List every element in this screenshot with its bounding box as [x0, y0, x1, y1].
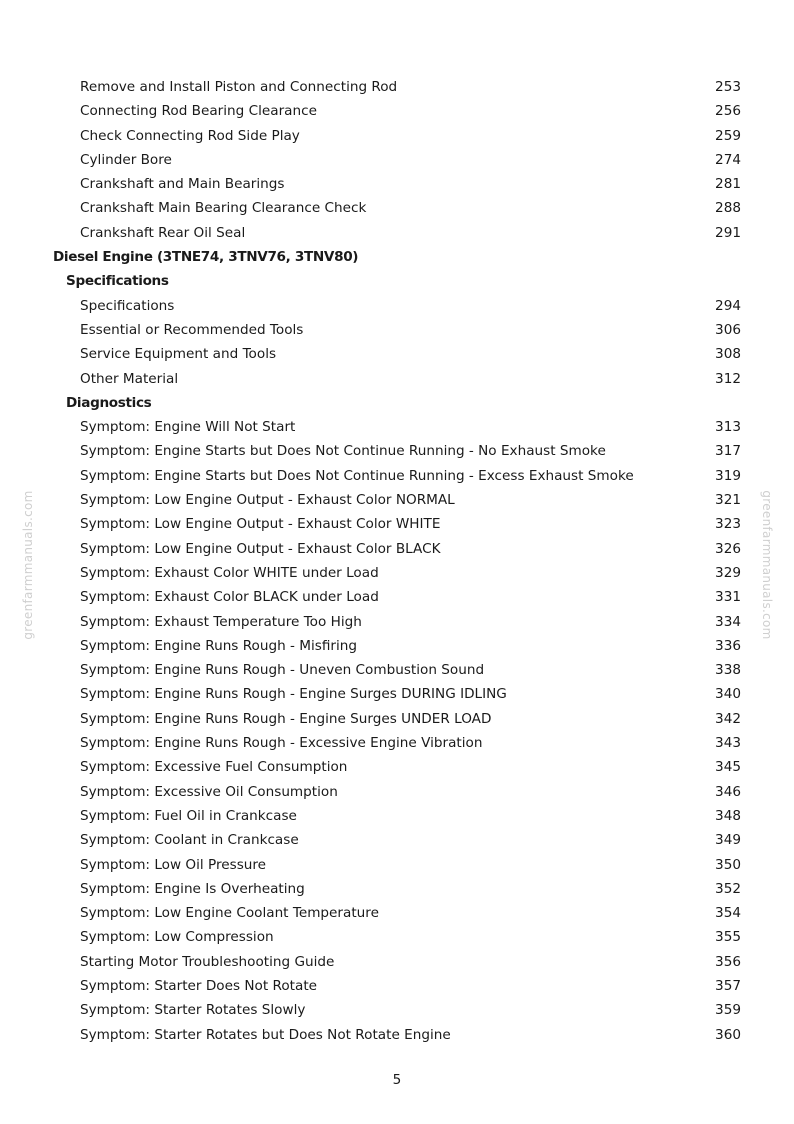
toc-entry-title: Symptom: Low Compression — [80, 929, 274, 946]
toc-entry-page: 345 — [715, 759, 741, 776]
toc-entry-page: 352 — [715, 880, 741, 897]
toc-entry-page: 334 — [715, 613, 741, 630]
toc-entry-page: 348 — [715, 807, 741, 824]
toc-entry[interactable] — [0, 488, 794, 512]
toc-entry-title: Symptom: Engine Runs Rough - Misfiring — [80, 637, 358, 654]
toc-entry-title: Symptom: Starter Rotates but Does Not Rotate Engine — [80, 1026, 451, 1043]
toc-entry-page: 338 — [715, 662, 741, 679]
toc-entry-page: 317 — [715, 443, 741, 460]
toc-entry-title: Symptom: Engine Runs Rough - Uneven Combustion Sound — [80, 662, 485, 679]
toc-entry-title: Starting Motor Troubleshooting Guide — [80, 953, 335, 970]
toc-entry-page: 360 — [715, 1026, 741, 1043]
toc-entry[interactable] — [0, 99, 794, 123]
toc-entry[interactable] — [0, 512, 794, 536]
toc-entry[interactable] — [0, 804, 794, 828]
watermark-left: greenfarmmanuals.com — [21, 490, 35, 640]
toc-entry[interactable] — [0, 196, 794, 220]
toc-entry-page: 346 — [715, 783, 741, 800]
toc-entry[interactable] — [0, 294, 794, 318]
toc-entry[interactable] — [0, 367, 794, 391]
toc-entry-page: 306 — [715, 321, 741, 338]
toc-entry[interactable] — [0, 998, 794, 1022]
toc-entry[interactable] — [0, 561, 794, 585]
toc-entry-page: 288 — [715, 200, 741, 217]
toc-entry[interactable] — [0, 172, 794, 196]
toc-entry[interactable] — [0, 221, 794, 245]
toc-entry-title: Crankshaft and Main Bearings — [80, 176, 285, 193]
toc-entry-page: 340 — [715, 686, 741, 703]
toc-entry[interactable] — [0, 682, 794, 706]
toc-entry-title: Symptom: Low Oil Pressure — [80, 856, 267, 873]
toc-entry-title: Symptom: Engine Runs Rough - Engine Surges DURING IDLING — [80, 686, 507, 703]
toc-entry-title: Symptom: Low Engine Output - Exhaust Color WHITE — [80, 516, 441, 533]
toc-entry-title: Crankshaft Rear Oil Seal — [80, 224, 246, 241]
toc-entry-page: 350 — [715, 856, 741, 873]
toc-entry[interactable] — [0, 610, 794, 634]
toc-entry[interactable] — [0, 464, 794, 488]
toc-entry-page: 256 — [715, 103, 741, 120]
toc-entry-title: Specifications — [66, 273, 169, 290]
toc-entry-title: Connecting Rod Bearing Clearance — [80, 103, 317, 120]
toc-entry-title: Crankshaft Main Bearing Clearance Check — [80, 200, 367, 217]
toc-entry-title: Symptom: Exhaust Color BLACK under Load — [80, 589, 379, 606]
toc-entry[interactable] — [0, 1023, 794, 1047]
toc-entry-title: Symptom: Fuel Oil in Crankcase — [80, 807, 297, 824]
toc-entry-title: Symptom: Exhaust Temperature Too High — [80, 613, 362, 630]
page-number: 5 — [392, 1072, 402, 1088]
toc-entry[interactable] — [0, 585, 794, 609]
toc-entry-page: 274 — [715, 151, 741, 168]
toc-entry-page: 342 — [715, 710, 741, 727]
toc-entry-page: 336 — [715, 637, 741, 654]
toc-entry-page: 308 — [715, 346, 741, 363]
toc-entry-page: 326 — [715, 540, 741, 557]
toc-entry[interactable] — [0, 124, 794, 148]
toc-entry-title: Symptom: Starter Rotates Slowly — [80, 1002, 306, 1019]
toc-entry[interactable] — [0, 658, 794, 682]
toc-entry-page: 312 — [715, 370, 741, 387]
toc-entry[interactable] — [0, 148, 794, 172]
toc-entry-page: 253 — [715, 79, 741, 95]
toc-entry-page: 281 — [715, 176, 741, 193]
toc-entry-page: 349 — [715, 832, 741, 849]
toc-entry-page: 319 — [715, 467, 741, 484]
toc-entry-title: Specifications — [80, 297, 175, 314]
toc-entry-title: Symptom: Low Engine Output - Exhaust Color BLACK — [80, 540, 441, 557]
toc-entry-page: 356 — [715, 953, 741, 970]
toc-entry-title: Service Equipment and Tools — [80, 346, 277, 363]
toc-entry[interactable] — [0, 925, 794, 949]
toc-entry-title: Diesel Engine (3TNE74, 3TNV76, 3TNV80) — [53, 249, 359, 266]
toc-entry-page: 259 — [715, 127, 741, 144]
toc-entry-page: 321 — [715, 492, 741, 509]
toc-entry-title: Other Material — [80, 370, 179, 387]
toc-entry-title: Symptom: Coolant in Crankcase — [80, 832, 299, 849]
toc-entry-title: Symptom: Exhaust Color WHITE under Load — [80, 564, 379, 581]
toc-entry[interactable] — [0, 877, 794, 901]
toc-entry-page: 357 — [715, 977, 741, 994]
toc-entry[interactable] — [0, 439, 794, 463]
toc-entry[interactable] — [0, 828, 794, 852]
toc-entry-title: Symptom: Starter Does Not Rotate — [80, 977, 318, 994]
toc-entry[interactable] — [0, 901, 794, 925]
toc-entry[interactable] — [0, 707, 794, 731]
toc-entry[interactable] — [0, 75, 794, 99]
toc-entry[interactable] — [0, 974, 794, 998]
watermark-right: greenfarmmanuals.com — [760, 490, 774, 640]
toc-entry-title: Symptom: Engine Runs Rough - Engine Surges UNDER LOAD — [80, 710, 492, 727]
toc-entry-page: 323 — [715, 516, 741, 533]
toc-entry-title: Symptom: Engine Starts but Does Not Continue Running - Excess Exhaust Smoke — [80, 467, 634, 484]
toc-entry-title: Symptom: Excessive Oil Consumption — [80, 783, 338, 800]
toc-entry-title: Diagnostics — [66, 394, 152, 411]
toc-entry[interactable] — [0, 780, 794, 804]
toc-entry-title: Symptom: Engine Will Not Start — [80, 419, 296, 436]
toc-entry-title: Cylinder Bore — [80, 151, 172, 168]
toc-entry-page: 355 — [715, 929, 741, 946]
toc-entry[interactable] — [0, 755, 794, 779]
toc-entry-title: Check Connecting Rod Side Play — [80, 127, 300, 144]
toc-entry-title: Symptom: Engine Runs Rough - Excessive Engine Vibration — [80, 735, 483, 752]
toc-entry-page: 343 — [715, 735, 741, 752]
toc-entry[interactable] — [0, 415, 794, 439]
toc-entry-page: 294 — [715, 297, 741, 314]
toc-entry-title: Symptom: Engine Is Overheating — [80, 880, 305, 897]
toc-section-heading[interactable] — [0, 245, 794, 269]
toc-section-heading[interactable] — [0, 269, 794, 293]
toc-entry-title: Symptom: Engine Starts but Does Not Continue Running - No Exhaust Smoke — [80, 443, 606, 460]
toc-entry[interactable] — [0, 950, 794, 974]
toc-entry-page: 354 — [715, 905, 741, 922]
toc-entry[interactable] — [0, 342, 794, 366]
toc-entry-page: 359 — [715, 1002, 741, 1019]
toc-entry-title: Symptom: Low Engine Coolant Temperature — [80, 905, 379, 922]
table-of-contents — [0, 75, 794, 1047]
toc-entry[interactable] — [0, 634, 794, 658]
toc-entry[interactable] — [0, 318, 794, 342]
toc-entry-title: Essential or Recommended Tools — [80, 321, 304, 338]
toc-entry-page: 331 — [715, 589, 741, 606]
toc-entry-page: 313 — [715, 419, 741, 436]
toc-entry-title: Remove and Install Piston and Connecting Rod — [80, 79, 398, 95]
toc-entry[interactable] — [0, 731, 794, 755]
toc-entry-title: Symptom: Excessive Fuel Consumption — [80, 759, 348, 776]
toc-entry-title: Symptom: Low Engine Output - Exhaust Color NORMAL — [80, 492, 455, 509]
toc-entry-page: 329 — [715, 564, 741, 581]
toc-entry-page: 291 — [715, 224, 741, 241]
toc-entry[interactable] — [0, 853, 794, 877]
toc-entry[interactable] — [0, 537, 794, 561]
toc-section-heading[interactable] — [0, 391, 794, 415]
